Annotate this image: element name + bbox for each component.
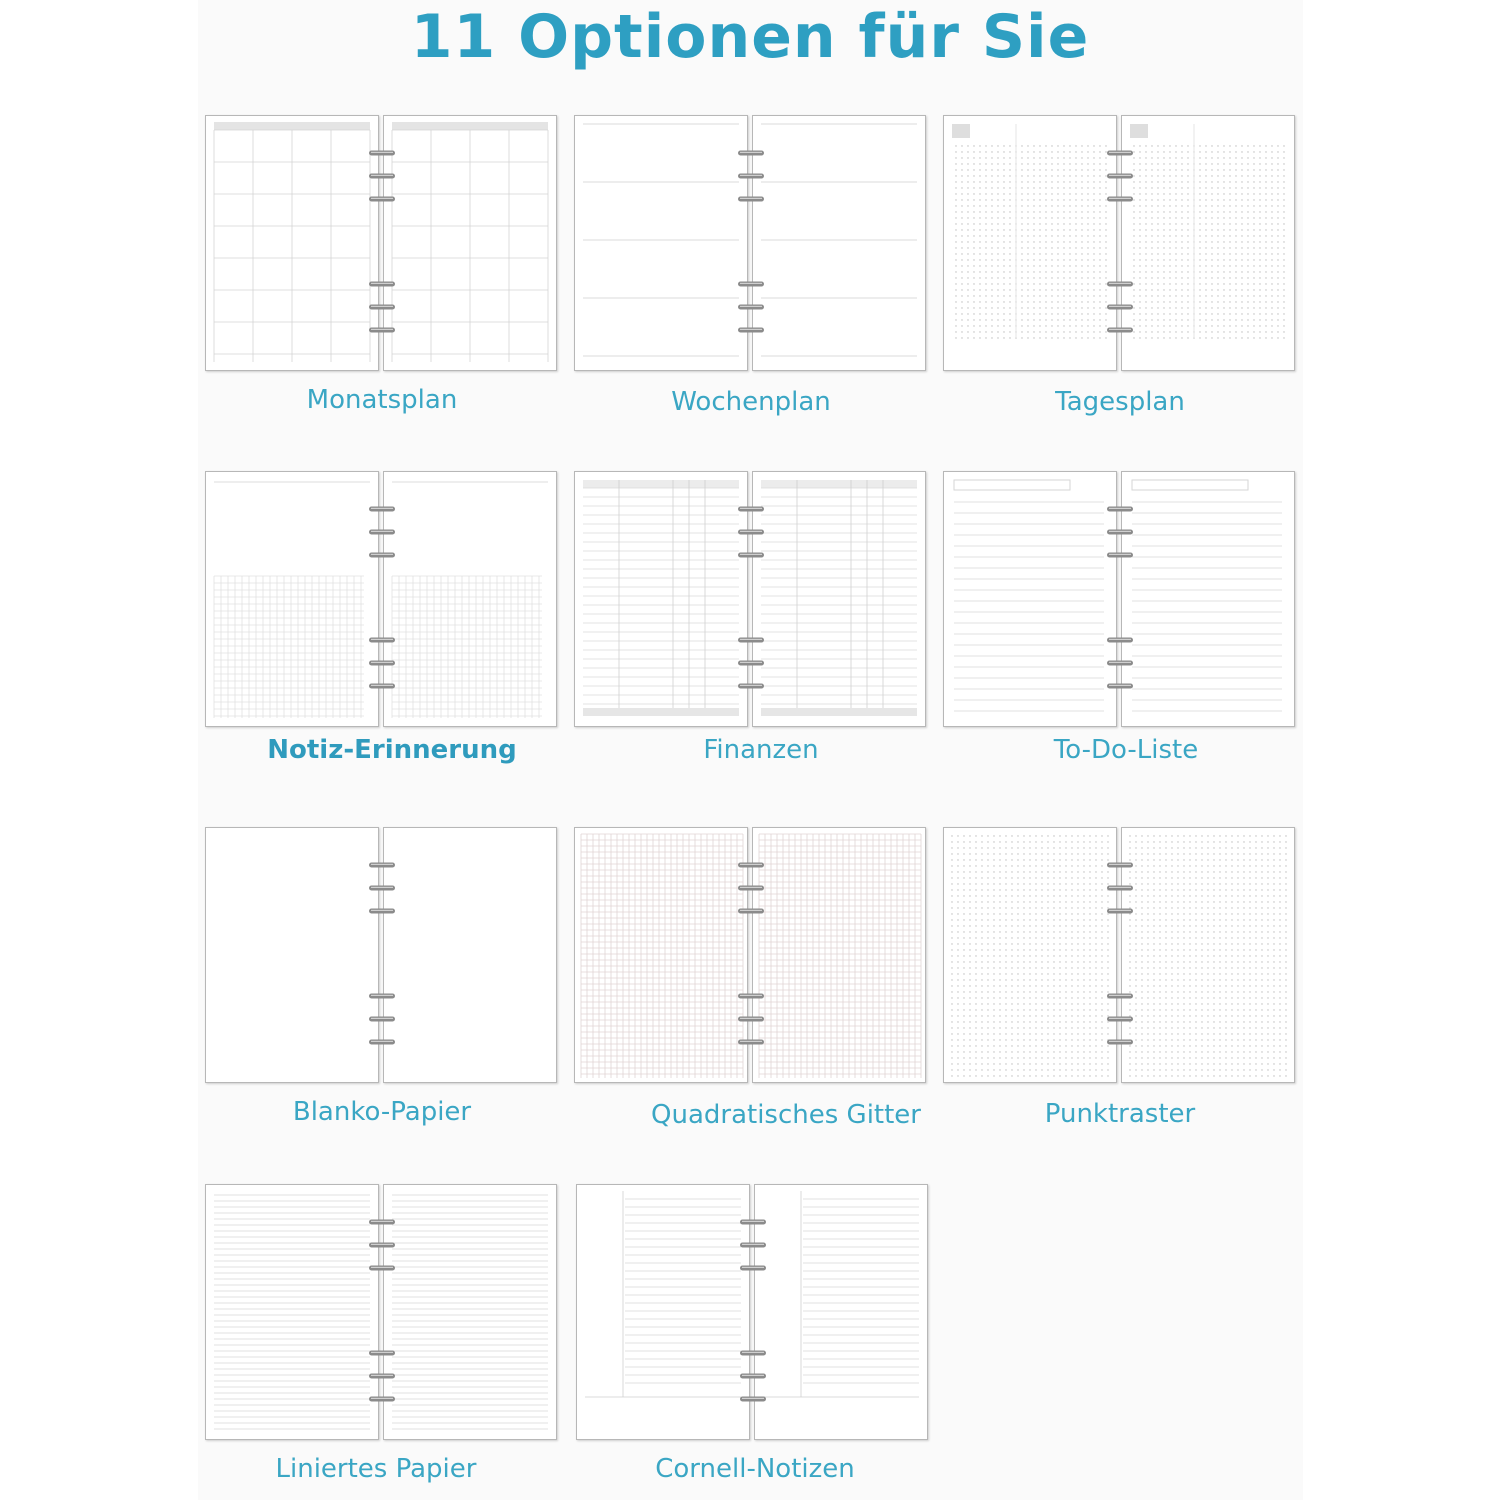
option-label: Liniertes Papier <box>275 1454 477 1484</box>
page-left <box>943 471 1117 727</box>
page-right <box>1121 827 1295 1083</box>
notebook-spread <box>205 471 557 727</box>
notebook-spread <box>576 1184 928 1440</box>
page-right <box>752 115 926 371</box>
option-label: To-Do-Liste <box>1053 735 1199 765</box>
binder-rings <box>365 115 399 371</box>
binder-rings <box>365 1184 399 1440</box>
notebook-spread <box>205 827 557 1083</box>
page-left <box>205 827 379 1083</box>
option-label: Blanko-Papier <box>292 1097 472 1127</box>
page-left <box>205 115 379 371</box>
page-right <box>383 1184 557 1440</box>
page-right <box>752 471 926 727</box>
option-punktraster <box>943 827 1297 1129</box>
option-label: Quadratisches Gitter <box>651 1100 921 1130</box>
page-right <box>754 1184 928 1440</box>
binder-rings <box>1103 471 1137 727</box>
page-left <box>576 1184 750 1440</box>
option-label: Monatsplan <box>306 385 458 415</box>
option-label: Notiz-Erinnerung <box>267 735 517 765</box>
page-left <box>574 115 748 371</box>
notebook-spread <box>205 1184 557 1440</box>
binder-rings <box>736 1184 770 1440</box>
option-finanzen <box>574 471 928 765</box>
page-right <box>1121 471 1295 727</box>
option-cornell-notizen <box>576 1184 930 1484</box>
option-label: Punktraster <box>1044 1099 1196 1129</box>
page-right <box>1121 115 1295 371</box>
page-left <box>205 471 379 727</box>
notebook-spread <box>574 827 926 1083</box>
option-label: Wochenplan <box>671 387 831 417</box>
page-right <box>383 115 557 371</box>
option-label: Cornell-Notizen <box>655 1454 855 1484</box>
notebook-spread <box>574 115 926 371</box>
page-left <box>943 115 1117 371</box>
binder-rings <box>1103 827 1137 1083</box>
binder-rings <box>365 471 399 727</box>
notebook-spread <box>574 471 926 727</box>
option-blanko-papier <box>205 827 559 1127</box>
option-monatsplan <box>205 115 559 415</box>
option-notiz-erinnerung <box>205 471 559 765</box>
page-right <box>383 471 557 727</box>
option-wochenplan <box>574 115 928 417</box>
binder-rings <box>365 827 399 1083</box>
page-left <box>574 827 748 1083</box>
option-liniertes-papier <box>205 1184 559 1484</box>
binder-rings <box>734 827 768 1083</box>
page-right <box>752 827 926 1083</box>
option-quadratisches-gitter <box>574 827 928 1130</box>
notebook-spread <box>943 115 1295 371</box>
option-to-do-liste <box>943 471 1297 765</box>
notebook-spread <box>943 471 1295 727</box>
page-left <box>943 827 1117 1083</box>
notebook-spread <box>943 827 1295 1083</box>
binder-rings <box>1103 115 1137 371</box>
page-left <box>205 1184 379 1440</box>
option-tagesplan <box>943 115 1297 417</box>
binder-rings <box>734 471 768 727</box>
page-right <box>383 827 557 1083</box>
option-label: Tagesplan <box>1055 387 1185 417</box>
notebook-spread <box>205 115 557 371</box>
option-label: Finanzen <box>703 735 819 765</box>
page-title: 11 Optionen für Sie <box>410 2 1090 72</box>
binder-rings <box>734 115 768 371</box>
page-left <box>574 471 748 727</box>
